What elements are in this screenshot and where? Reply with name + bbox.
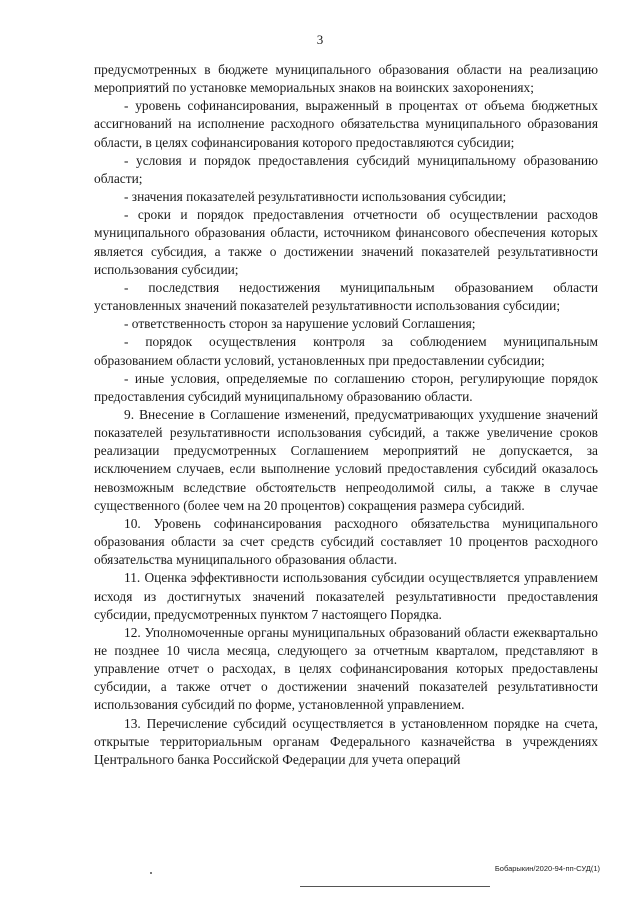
scan-artifact [150,872,152,874]
paragraph: - ответственность сторон за нарушение условий Соглашения; [124,316,476,332]
paragraph: - порядок осуществления контроля за соблюдением муниципальным образованием области условий, установленных при предоставлении субсидии; [94,334,598,368]
bottom-rule [300,886,490,887]
paragraph: 9. Внесение в Соглашение изменений, предусматривающих ухудшение значений показателей результативности использования субсидий, а также увеличение сроков реализации предусмотренных Соглашением мероприятий не допускается, за исключением случаев, если выполнение условий предоставления субсидий оказалось невозможным вследствие обстоятельств непреодолимой силы, а также в случае существенного (более чем на 20 процентов) сокращения размера субсидий. [94,406,598,513]
paragraph: - сроки и порядок предоставления отчетности об осуществлении расходов муниципального образования области, источником финансового обеспечения которых является субсидия, а также о достижении значений показателей результативности использования субсидии; [94,207,598,277]
paragraph: - значения показателей результативности использования субсидии; [124,189,507,205]
document-code: Бобарыкин/2020-94-пп-СУД(1) [494,864,600,873]
paragraph: 12. Уполномоченные органы муниципальных образований области ежеквартально не позднее 10 числа месяца, следующего за отчетным кварталом, представляют в управление отчет о расходах, в целях софинансирования которых предоставлены субсидии, а также отчет о достижении значений показателей результативности использования субсидий по форме, установленной управлением. [94,624,598,713]
paragraph: 13. Перечисление субсидий осуществляется в установленном порядке на счета, открытые территориальным органам Федерального казначейства в учреждениях Центрального банка Российской Федерации для учета операций [94,715,598,767]
paragraph: 11. Оценка эффективности использования субсидии осуществляется управлением исходя из достигнутых значений показателей результативности предоставления субсидии, предусмотренных пунктом 7 настоящего Порядка. [94,570,598,622]
paragraph: 10. Уровень софинансирования расходного обязательства муниципального образования области за счет средств субсидий составляет 10 процентов расходного обязательства муниципального образования области. [94,515,598,568]
paragraph: - последствия недостижения муниципальным образованием области установленных значений показателей результативности использования субсидии; [94,279,598,314]
document-body [94,61,598,769]
page-number: 3 [316,32,324,47]
paragraph: - условия и порядок предоставления субсидий муниципальному образованию области; [94,152,598,186]
paragraph: - иные условия, определяемые по соглашению сторон, регулирующие порядок предоставления субсидий муниципальному образованию области. [94,370,598,404]
paragraph: - уровень софинансирования, выраженный в процентах от объема бюджетных ассигнований на исполнение расходного обязательства муниципального образования области, в целях софинансирования которого предоставляются субсидии; [94,98,598,150]
paragraph: предусмотренных в бюджете муниципального образования области на реализацию мероприятий по установке мемориальных знаков на воинских захоронениях; [94,62,598,96]
